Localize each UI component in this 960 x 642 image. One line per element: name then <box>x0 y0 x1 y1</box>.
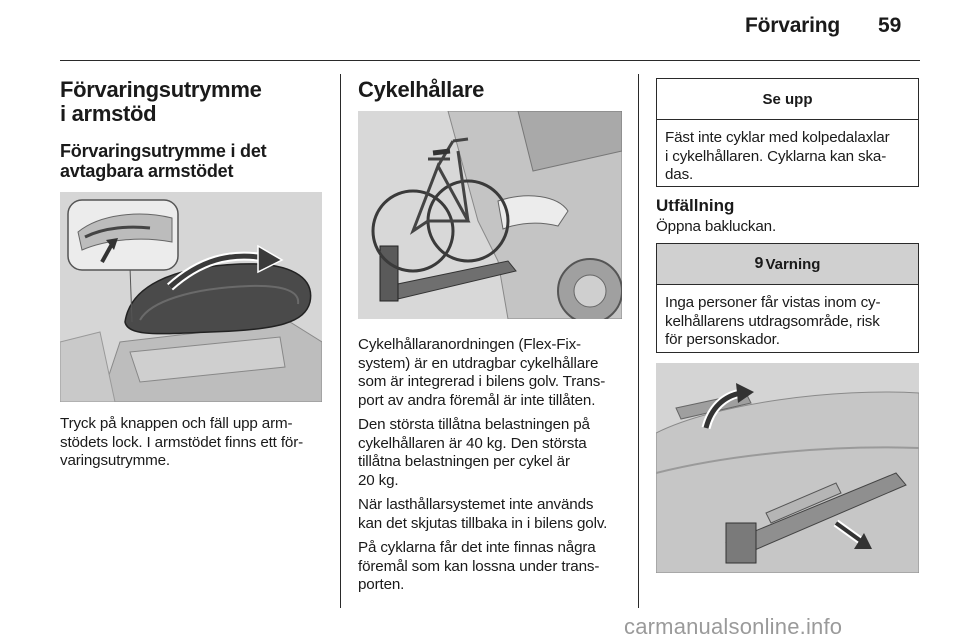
wheel-hub <box>574 275 606 307</box>
carrier-end <box>726 523 756 563</box>
caution-box <box>656 78 919 187</box>
bike-saddle <box>433 151 450 153</box>
text-line: kan det skjutas tillbaka in i bilens golv. <box>358 514 608 532</box>
page-header-title: Förvaring <box>745 14 841 37</box>
paragraph <box>358 496 628 533</box>
column-divider-left <box>340 74 341 608</box>
watermark: carmanualsonline.info <box>624 614 843 639</box>
armrest-drawing <box>60 192 322 402</box>
text-line: varingsutrymme. <box>60 452 170 469</box>
bike-carrier-drawing <box>358 111 622 319</box>
subheading-removable-armrest <box>60 141 330 181</box>
caution-box-body <box>657 120 918 193</box>
header-divider <box>60 60 920 61</box>
text-line: Cykelhållaranordningen (Flex-Fix- <box>358 336 581 353</box>
text-line: för personskador. <box>665 331 780 348</box>
warning-box <box>656 243 919 353</box>
text-line: system) är en utdragbar cykelhållare <box>358 354 599 372</box>
text-line: som är integrerad i bilens golv. Trans- <box>358 373 606 390</box>
bike-carrier-text <box>358 336 628 595</box>
pull-out-drawing <box>656 363 919 573</box>
extension-instruction: Öppna bakluckan. <box>656 218 777 235</box>
heading-line: Förvaringsutrymme <box>60 77 262 102</box>
text-line: Inga personer får vistas inom cy- <box>665 294 881 311</box>
warning-box-title: Varning <box>765 255 821 273</box>
paragraph <box>358 416 628 490</box>
text-line: Tryck på knappen och fäll upp arm- <box>60 415 293 432</box>
section-heading-bike-carrier: Cykelhållare <box>358 77 485 102</box>
text-line: porten. <box>358 576 405 593</box>
pull-out-illustration <box>656 363 919 573</box>
text-line: kelhållarens utdragsområde, risk <box>665 312 880 330</box>
carrier-light <box>380 246 398 301</box>
heading-line: i armstöd <box>60 101 157 126</box>
section-heading-armrest <box>60 78 330 126</box>
text-line: tillåtna belastningen per cykel är <box>358 453 570 470</box>
armrest-instruction-text <box>60 415 330 471</box>
subheading-line: avtagbara armstödet <box>60 161 234 181</box>
warning-box-header <box>657 244 918 285</box>
warning-icon: 9 <box>754 255 764 272</box>
text-line: föremål som kan lossna under trans- <box>358 557 600 575</box>
bike-carrier-illustration <box>358 111 622 319</box>
text-line: På cyklarna får det inte finnas några <box>358 539 596 556</box>
paragraph <box>358 336 628 410</box>
paragraph <box>358 539 628 595</box>
armrest-illustration <box>60 192 322 402</box>
column-divider-right <box>638 74 639 608</box>
text-line: Fäst inte cyklar med kolpedalaxlar <box>665 129 890 146</box>
text-line: 20 kg. <box>358 471 399 489</box>
text-line: port av andra föremål är inte tillåten. <box>358 391 596 409</box>
text-line: När lasthållarsystemet inte används <box>358 496 594 513</box>
caution-box-title: Se upp <box>657 79 918 120</box>
section-heading-extension: Utfällning <box>656 196 735 215</box>
text-line: das. <box>665 166 694 183</box>
text-line: stödets lock. I armstödet finns ett för- <box>60 433 304 451</box>
subheading-line: Förvaringsutrymme i det <box>60 141 267 161</box>
page-number: 59 <box>878 14 902 37</box>
warning-box-body <box>657 285 918 358</box>
text-line: Den största tillåtna belastningen på <box>358 416 590 433</box>
text-line: i cykelhållaren. Cyklarna kan ska- <box>665 147 887 165</box>
text-line: cykelhållaren är 40 kg. Den största <box>358 434 587 452</box>
